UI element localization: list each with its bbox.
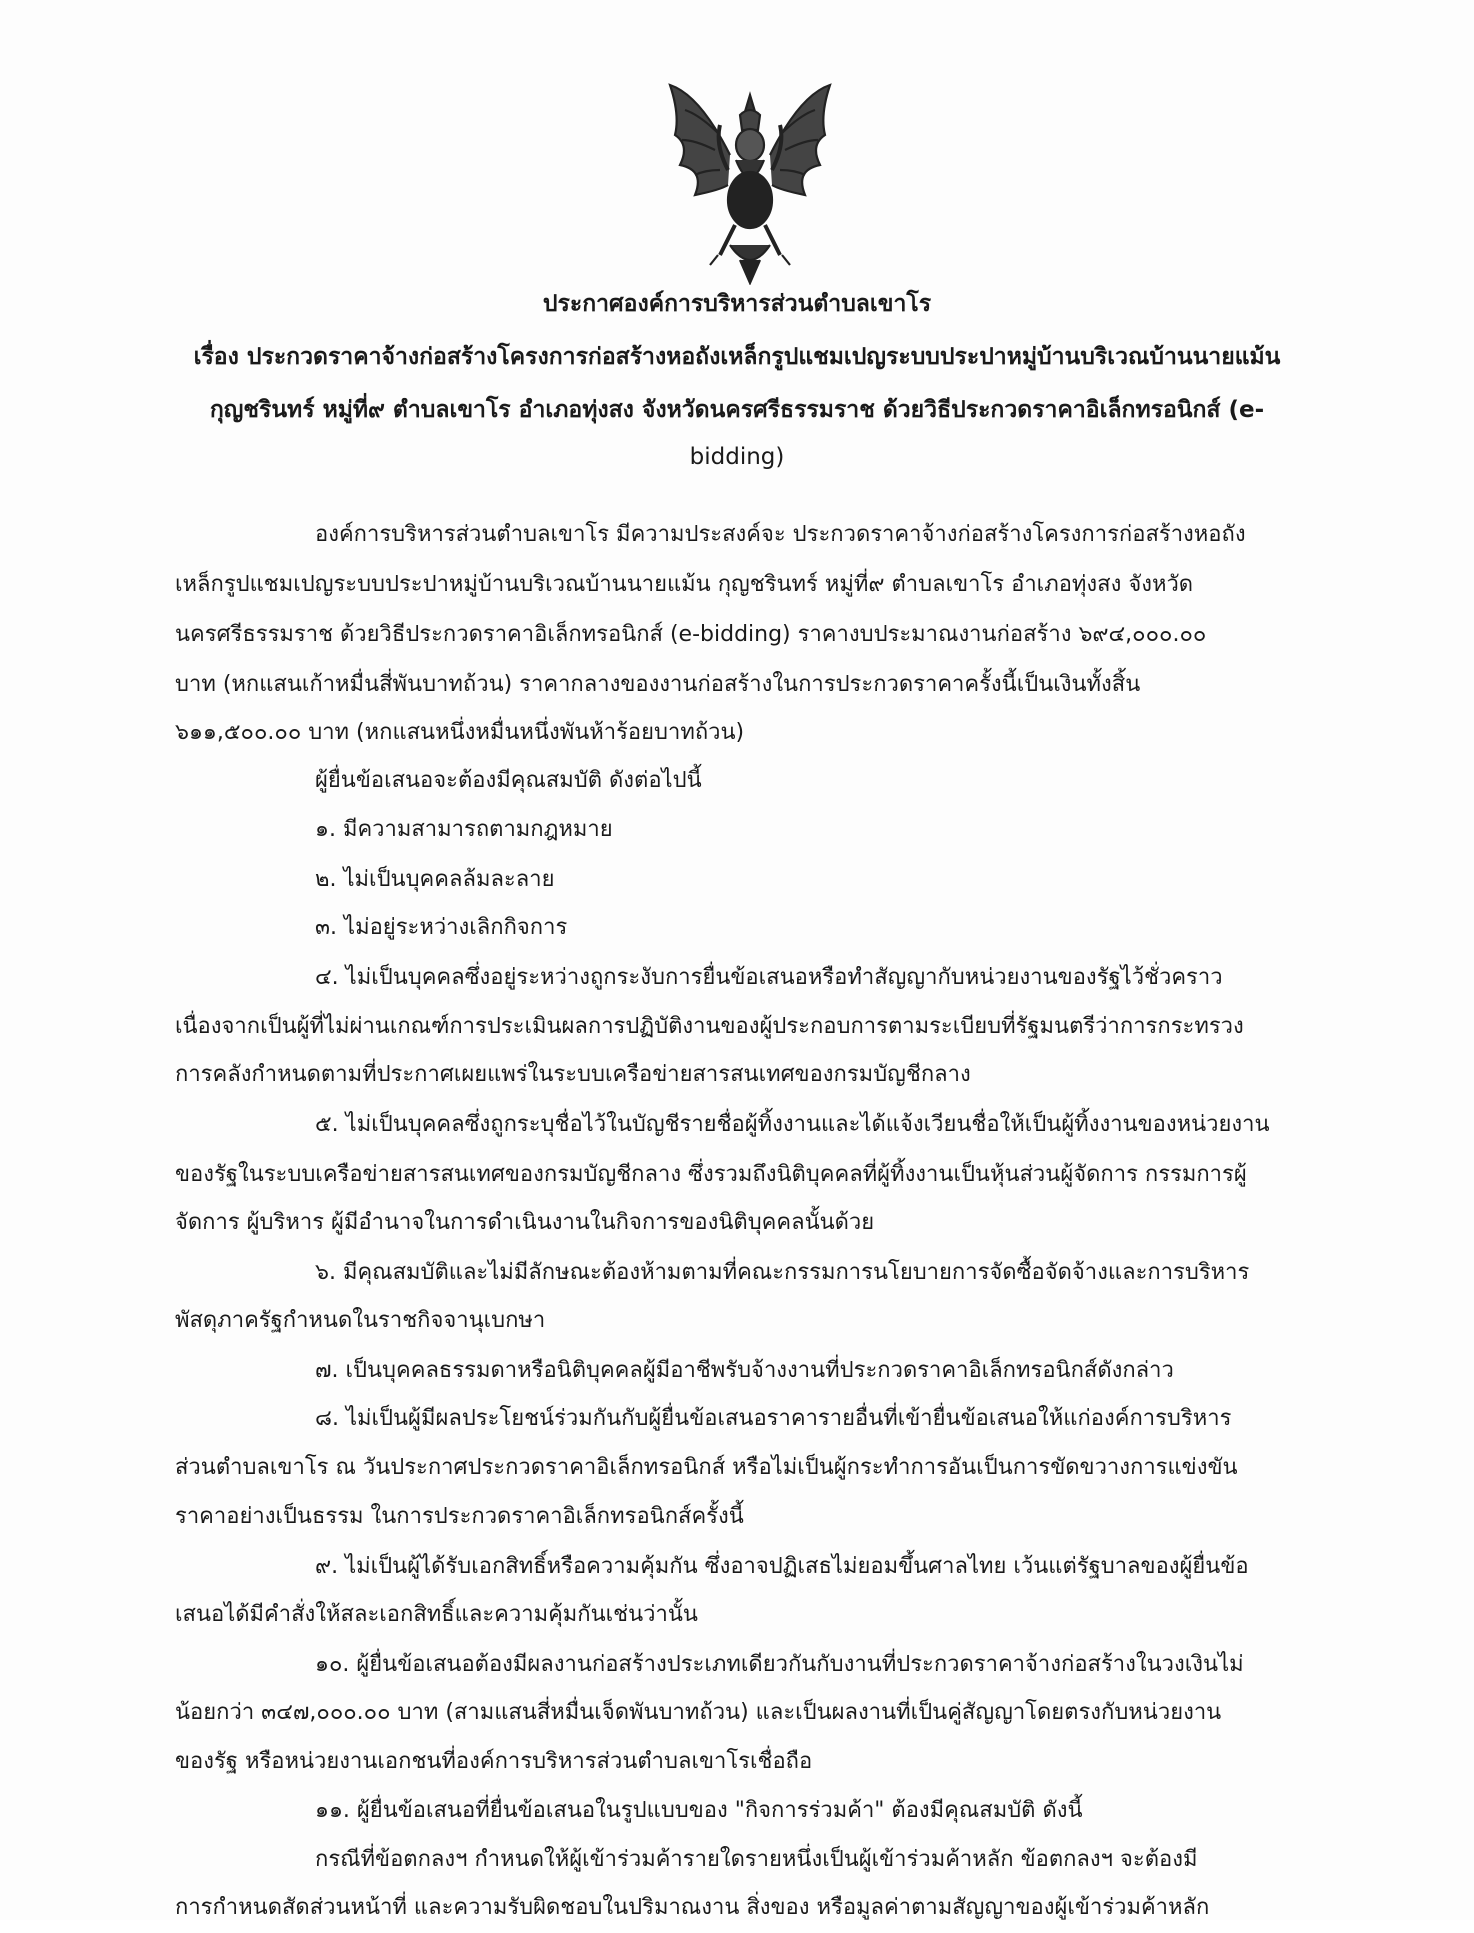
- announcement-subject-line-1: เรื่อง ประกวดราคาจ้างก่อสร้างโครงการก่อสร้างหอถังเหล็กรูปแชมเปญระบบประปาหมู่บ้านบริเวณบ้านนายแม้น: [193, 344, 1281, 370]
- body-line: เนื่องจากเป็นผู้ที่ไม่ผ่านเกณฑ์การประเมินผลการปฏิบัติงานของผู้ประกอบการตามระเบียบที่รัฐมนตรีว่าการกระทรวง: [175, 1014, 1244, 1039]
- body-line: ของรัฐ หรือหน่วยงานเอกชนที่องค์การบริหารส่วนตำบลเขาโรเชื่อถือ: [175, 1749, 813, 1774]
- qualification-item: ๒. ไม่เป็นบุคคลล้มละลาย: [315, 867, 555, 892]
- body-line: องค์การบริหารส่วนตำบลเขาโร มีความประสงค์จะ ประกวดราคาจ้างก่อสร้างโครงการก่อสร้างหอถัง: [315, 522, 1246, 547]
- qualification-item: ๑๑. ผู้ยื่นข้อเสนอที่ยื่นข้อเสนอในรูปแบบของ "กิจการร่วมค้า" ต้องมีคุณสมบัติ ดังนี้: [315, 1798, 1083, 1823]
- qualification-item: ๖. มีคุณสมบัติและไม่มีลักษณะต้องห้ามตามที่คณะกรรมการนโยบายการจัดซื้อจัดจ้างและการบริหาร: [315, 1260, 1250, 1285]
- body-line: จัดการ ผู้บริหาร ผู้มีอำนาจในการดำเนินงานในกิจการของนิติบุคคลนั้นด้วย: [175, 1210, 875, 1235]
- announcement-subject-line-3: bidding): [689, 444, 785, 470]
- body-line: การกำหนดสัดส่วนหน้าที่ และความรับผิดชอบในปริมาณงาน สิ่งของ หรือมูลค่าตามสัญญาของผู้เข้าร่วมค้าหลัก: [175, 1895, 1210, 1920]
- body-line: เสนอได้มีคำสั่งให้สละเอกสิทธิ์และความคุ้มกันเช่นว่านั้น: [175, 1602, 698, 1627]
- body-line: ๖๑๑,๕๐๐.๐๐ บาท (หกแสนหนึ่งหมื่นหนึ่งพันห้าร้อยบาทถ้วน): [175, 720, 745, 745]
- body-line: พัสดุภาครัฐกำหนดในราชกิจจานุเบกษา: [175, 1308, 546, 1333]
- qualification-item: ๑. มีความสามารถตามกฎหมาย: [315, 817, 613, 842]
- qualification-intro: ผู้ยื่นข้อเสนอจะต้องมีคุณสมบัติ ดังต่อไปนี้: [315, 768, 702, 793]
- body-line: กรณีที่ข้อตกลงฯ กำหนดให้ผู้เข้าร่วมค้ารายใดรายหนึ่งเป็นผู้เข้าร่วมค้าหลัก ข้อตกลงฯ จะต้องมี: [315, 1847, 1198, 1872]
- qualification-item: ๙. ไม่เป็นผู้ได้รับเอกสิทธิ์หรือความคุ้มกัน ซึ่งอาจปฏิเสธไม่ยอมขึ้นศาลไทย เว้นแต่รัฐบาลของผู้ยื่นข้อ: [315, 1554, 1249, 1579]
- body-line: นครศรีธรรมราช ด้วยวิธีประกวดราคาอิเล็กทรอนิกส์ (e-bidding) ราคางบประมาณงานก่อสร้าง ๖๙๔,๐๐๐.๐๐: [175, 622, 1207, 647]
- garuda-emblem-icon: [650, 75, 850, 285]
- body-line: การคลังกำหนดตามที่ประกาศเผยแพร่ในระบบเครือข่ายสารสนเทศของกรมบัญชีกลาง: [175, 1062, 971, 1087]
- qualification-item: ๘. ไม่เป็นผู้มีผลประโยชน์ร่วมกันกับผู้ยื่นข้อเสนอราคารายอื่นที่เข้ายื่นข้อเสนอให้แก่องค์การบริหาร: [315, 1406, 1232, 1431]
- qualification-item: ๔. ไม่เป็นบุคคลซึ่งอยู่ระหว่างถูกระงับการยื่นข้อเสนอหรือทำสัญญากับหน่วยงานของรัฐไว้ชั่วคราว: [315, 965, 1223, 990]
- qualification-item: ๕. ไม่เป็นบุคคลซึ่งถูกระบุชื่อไว้ในบัญชีรายชื่อผู้ทิ้งงานและได้แจ้งเวียนชื่อให้เป็นผู้ทิ้งงานของหน่วยงาน: [315, 1112, 1270, 1137]
- qualification-item: ๑๐. ผู้ยื่นข้อเสนอต้องมีผลงานก่อสร้างประเภทเดียวกันกับงานที่ประกวดราคาจ้างก่อสร้างในวงเงินไม่: [315, 1652, 1244, 1677]
- body-line: น้อยกว่า ๓๔๗,๐๐๐.๐๐ บาท (สามแสนสี่หมื่นเจ็ดพันบาทถ้วน) และเป็นผลงานที่เป็นคู่สัญญาโดยตรงกับหน่วยงาน: [175, 1700, 1222, 1725]
- announcement-subject-line-2: กุญชรินทร์ หมู่ที่๙ ตำบลเขาโร อำเภอทุ่งสง จังหวัดนครศรีธรรมราช ด้วยวิธีประกวดราคาอิเล็กทรอนิกส์ (e-: [209, 397, 1265, 423]
- body-line: ส่วนตำบลเขาโร ณ วันประกาศประกวดราคาอิเล็กทรอนิกส์ หรือไม่เป็นผู้กระทำการอันเป็นการขัดขวางการแข่งขัน: [175, 1455, 1238, 1480]
- body-line: ของรัฐในระบบเครือข่ายสารสนเทศของกรมบัญชีกลาง ซึ่งรวมถึงนิติบุคคลที่ผู้ทิ้งงานเป็นหุ้นส่วนผู้จัดการ กรรมการผู้: [175, 1162, 1247, 1187]
- body-line: บาท (หกแสนเก้าหมื่นสี่พันบาทถ้วน) ราคากลางของงานก่อสร้างในการประกวดราคาครั้งนี้เป็นเงินทั้งสิ้น: [175, 672, 1141, 697]
- qualification-item: ๓. ไม่อยู่ระหว่างเลิกกิจการ: [315, 915, 568, 940]
- body-line: ราคาอย่างเป็นธรรม ในการประกวดราคาอิเล็กทรอนิกส์ครั้งนี้: [175, 1504, 744, 1529]
- announcement-title: ประกาศองค์การบริหารส่วนตำบลเขาโร: [542, 291, 932, 317]
- body-line: เหล็กรูปแชมเปญระบบประปาหมู่บ้านบริเวณบ้านนายแม้น กุญชรินทร์ หมู่ที่๙ ตำบลเขาโร อำเภอทุ่งสง จังหวัด: [175, 572, 1194, 597]
- qualification-item: ๗. เป็นบุคคลธรรมดาหรือนิติบุคคลผู้มีอาชีพรับจ้างงานที่ประกวดราคาอิเล็กทรอนิกส์ดังกล่าว: [315, 1358, 1174, 1383]
